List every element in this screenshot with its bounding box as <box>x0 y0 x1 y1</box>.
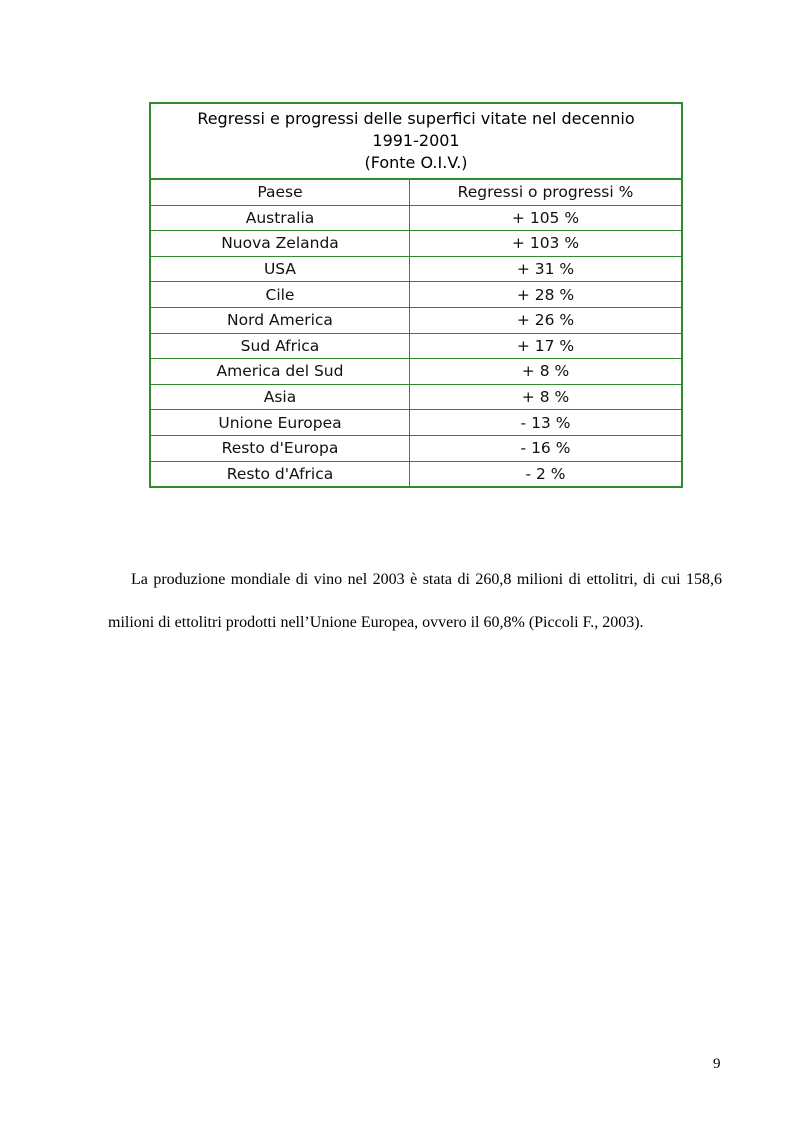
cell-change: - 2 % <box>410 461 682 486</box>
cell-country: America del Sud <box>151 359 410 385</box>
cell-change: + 8 % <box>410 359 682 385</box>
cell-change: + 31 % <box>410 256 682 282</box>
cell-country: Cile <box>151 282 410 308</box>
table-row <box>151 307 681 333</box>
table-row <box>151 256 681 282</box>
body-paragraph: La produzione mondiale di vino nel 2003 è stata di 260,8 milioni di ettolitri, di cui 158,6 milioni di ettolitri prodotti nell’Unione Europea, ovvero il 60,8% (Piccoli F., 2003). <box>108 571 722 631</box>
table-row <box>151 205 681 231</box>
cell-change: - 13 % <box>410 410 682 436</box>
table-row <box>151 282 681 308</box>
table-title-line2: 1991-2001 <box>372 131 460 150</box>
cell-country: Nord America <box>151 307 410 333</box>
table-header-row <box>151 180 681 205</box>
vineyard-area-table <box>149 102 683 488</box>
cell-change: + 26 % <box>410 307 682 333</box>
cell-country: Australia <box>151 205 410 231</box>
table-title <box>151 104 681 180</box>
header-country: Paese <box>151 180 410 205</box>
table-body <box>151 180 681 486</box>
cell-country: Asia <box>151 384 410 410</box>
cell-country: Unione Europea <box>151 410 410 436</box>
cell-country: Resto d'Europa <box>151 435 410 461</box>
cell-country: Resto d'Africa <box>151 461 410 486</box>
header-change: Regressi o progressi % <box>457 183 634 202</box>
cell-country: USA <box>151 256 410 282</box>
table-row <box>151 333 681 359</box>
table-row <box>151 231 681 257</box>
page-number: 9 <box>713 1056 721 1072</box>
cell-change: + 103 % <box>410 231 682 257</box>
table-row <box>151 461 681 486</box>
table-title-line1: Regressi e progressi delle superfici vitate nel decennio <box>197 109 635 128</box>
cell-country: Nuova Zelanda <box>151 231 410 257</box>
cell-change: + 105 % <box>410 205 682 231</box>
cell-country: Sud Africa <box>151 333 410 359</box>
table-title-line3: (Fonte O.I.V.) <box>364 153 468 172</box>
cell-change: + 28 % <box>410 282 682 308</box>
table-row <box>151 359 681 385</box>
table-row <box>151 410 681 436</box>
cell-change: + 17 % <box>410 333 682 359</box>
cell-change: + 8 % <box>410 384 682 410</box>
table-row <box>151 435 681 461</box>
table-row <box>151 384 681 410</box>
cell-change: - 16 % <box>410 435 682 461</box>
